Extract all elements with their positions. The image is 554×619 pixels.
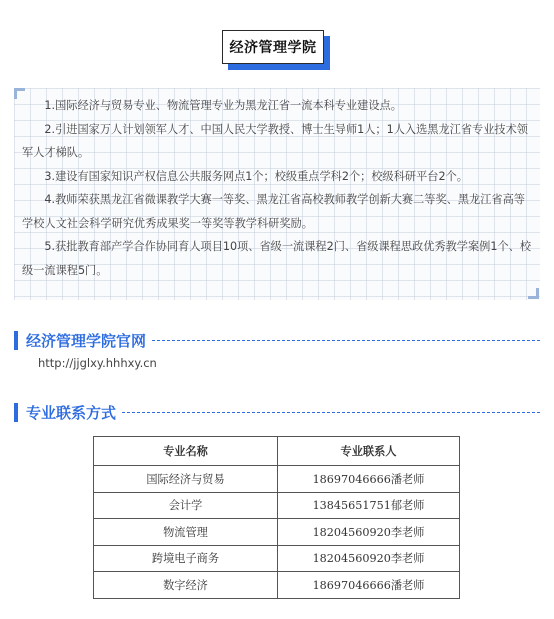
table-row [94,572,460,599]
title-card [222,30,330,70]
section-divider [122,412,540,413]
column-header-major: 专业名称 [94,437,278,466]
intro-paragraph: 2.引进国家万人计划领军人才、中国人民大学教授、博士生导师1人；1人入选黑龙江省专业技术领军人才梯队。 [22,122,528,159]
table-row [94,545,460,572]
column-header-contact: 专业联系人 [278,437,460,466]
major-cell: 数字经济 [94,572,278,599]
major-cell: 物流管理 [94,519,278,546]
contact-table [93,436,460,599]
page-title: 经济管理学院 [222,30,324,64]
contact-cell: 18697046666潘老师 [278,466,460,493]
contact-cell: 18204560920李老师 [278,545,460,572]
contact-section-header [14,402,540,423]
section-divider [152,340,540,341]
website-link[interactable]: http://jjglxy.hhhxy.cn [38,356,157,370]
table-row [94,466,460,493]
intro-text [22,94,532,282]
intro-paragraph: 4.教师荣获黑龙江省微课教学大赛一等奖、黑龙江省高校教师教学创新大赛二等奖、黑龙江省高等学校人文社会科学研究优秀成果奖一等奖等教学科研奖励。 [22,193,525,230]
major-cell: 会计学 [94,492,278,519]
website-section-header [14,330,540,351]
section-accent-bar [14,403,18,422]
contact-section-title: 专业联系方式 [26,404,117,422]
table-header-row [94,437,460,466]
intro-corner-decoration [528,288,539,299]
table-row [94,519,460,546]
intro-paragraph: 5.获批教育部产学合作协同育人项目10项、省级一流课程2门、省级课程思政优秀教学案例1个、校级一流课程5门。 [22,240,532,277]
website-section-title: 经济管理学院官网 [26,332,147,350]
intro-paragraph: 1.国际经济与贸易专业、物流管理专业为黑龙江省一流本科专业建设点。 [44,99,402,112]
contact-cell: 18697046666潘老师 [278,572,460,599]
intro-paragraph: 3.建设有国家知识产权信息公共服务网点1个；校级重点学科2个；校级科研平台2个。 [44,169,468,183]
table-row [94,492,460,519]
contact-cell: 13845651751郁老师 [278,492,460,519]
contact-cell: 18204560920李老师 [278,519,460,546]
major-cell: 国际经济与贸易 [94,466,278,493]
section-accent-bar [14,331,18,350]
major-cell: 跨境电子商务 [94,545,278,572]
